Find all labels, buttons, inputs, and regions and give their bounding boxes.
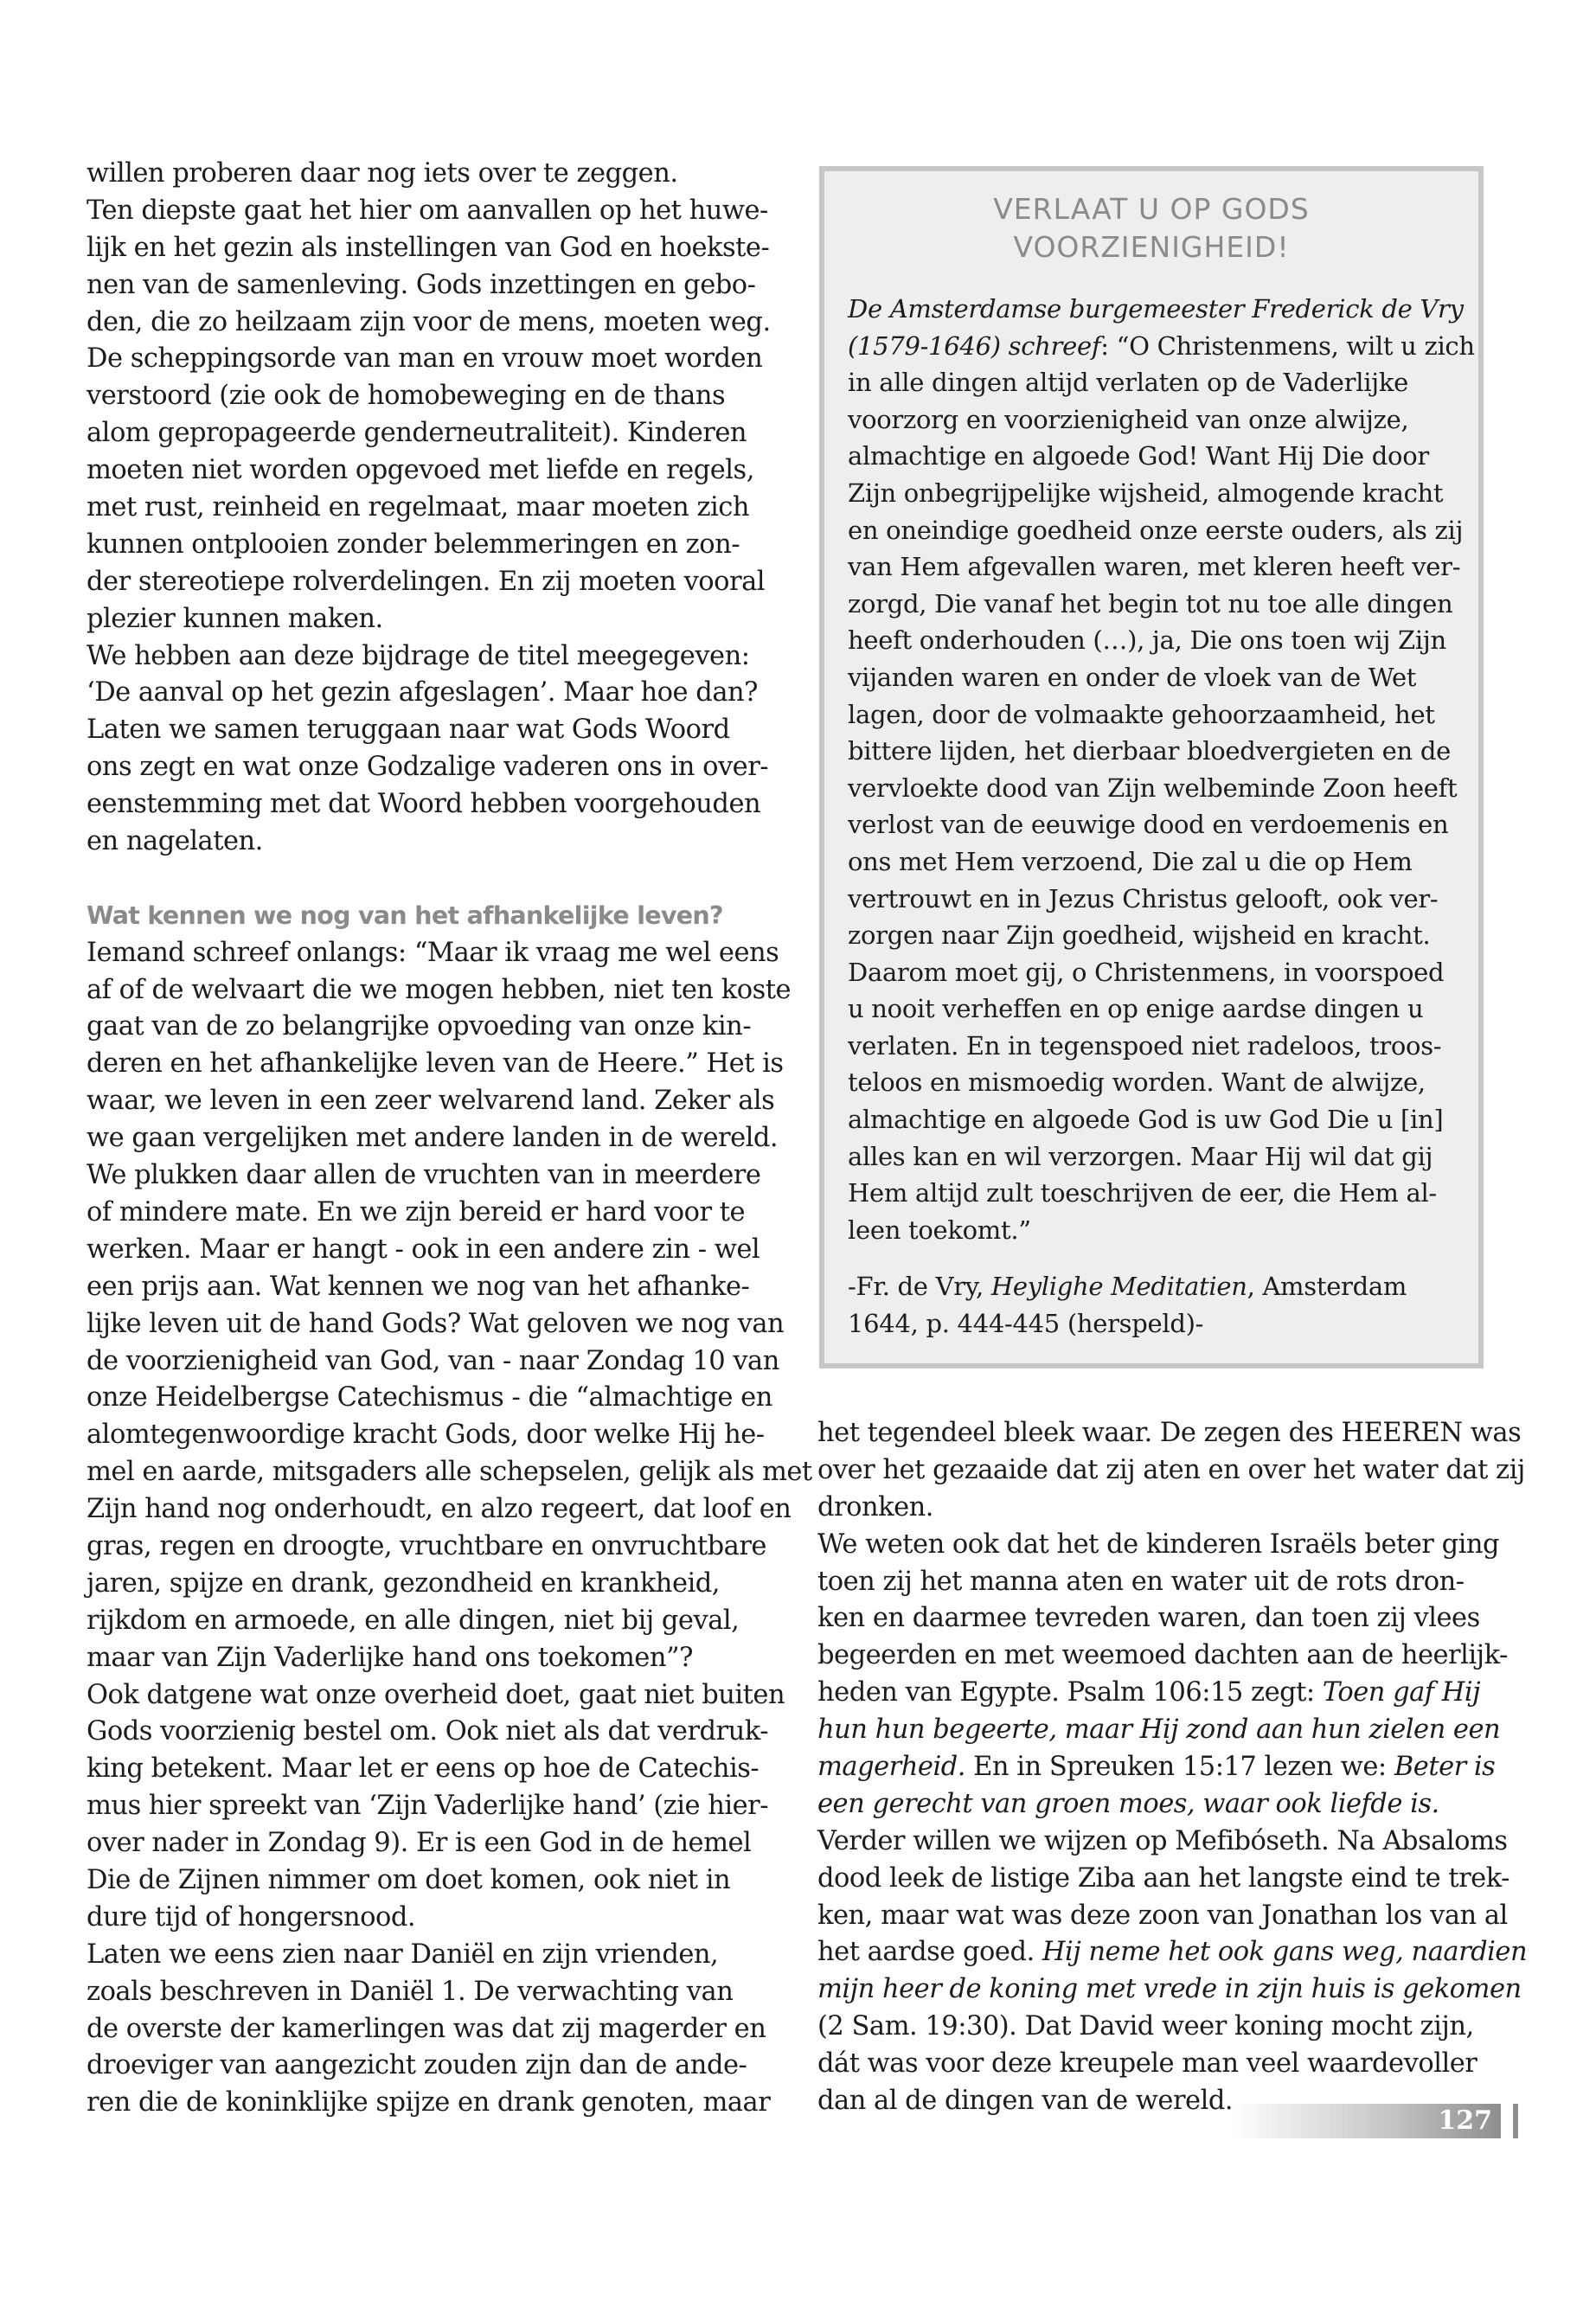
quote-intro-italic: De Amsterdamse burgemeester Frederick de Vry — [848, 294, 1464, 324]
paragraph — [87, 156, 761, 193]
quote-box — [819, 166, 1484, 1368]
text-line: zoals beschreven in Daniël 1. De verwachting van — [87, 1976, 734, 2007]
text-line: en oneindige goedheid onze eerste ouders, als zij — [848, 515, 1464, 545]
text-line: We weten ook dat het de kinderen Israëls beter ging — [817, 1529, 1500, 1560]
text-line: We hebben aan deze bijdrage de titel meegegeven: — [87, 640, 750, 671]
text-line: toen zij het manna aten en water uit de rots dron- — [817, 1566, 1465, 1597]
citation-author: -Fr. de Vry, — [848, 1272, 991, 1301]
right-paragraph-2 — [817, 1527, 1508, 1676]
quote-box-line — [848, 328, 1475, 365]
right-column — [817, 1415, 1528, 2120]
text-line: almachtige en algoede God is uw God Die u [in] — [848, 1105, 1444, 1135]
quote-citation — [848, 1268, 1471, 1342]
text-line: Zijn hand nog onderhoudt, en alzo regeert, dat loof en — [87, 1494, 792, 1525]
paragraph — [87, 638, 769, 861]
text-line: mel en aarde, mitsgaders alle schepselen, gelijk als met — [87, 1457, 812, 1488]
quote-intro-italic: (1579-1646) schreef — [848, 330, 1101, 361]
text-line: vertrouwt en in Jezus Christus gelooft, ook ver- — [848, 883, 1439, 913]
text-line: Daarom moet gij, o Christenmens, in voorspoed — [848, 957, 1445, 987]
text-line: bittere lijden, het dierbaar bloedvergieten en de — [848, 736, 1451, 766]
quote-intro-rest: : “O Christenmens, wilt u zich — [1100, 330, 1475, 361]
text-line: deren en het afhankelijke leven van de Heere.” Het is — [87, 1048, 784, 1080]
quote-span: Hij neme het ook gans weg, naardien — [1042, 1937, 1528, 1968]
text-line: De scheppingsorde van man en vrouw moet worden — [87, 343, 763, 375]
text-line: Gods voorzienig bestel om. Ook niet als dat verdruk- — [87, 1716, 769, 1747]
text-line: We plukken daar allen de vruchten van in meerdere — [87, 1160, 761, 1191]
right-paragraph-1 — [817, 1415, 1525, 1527]
text-line: voorzorg en voorzienigheid van onze alwijze, — [848, 404, 1409, 434]
text-line: verlost van de eeuwige dood en verdoemenis en — [848, 810, 1449, 840]
text-line: nen van de samenleving. Gods inzettingen en gebo- — [87, 269, 756, 300]
text-line: king betekent. Maar let er eens op hoe de Catechis- — [87, 1753, 760, 1785]
text-line: eenstemming met dat Woord hebben voorgehouden — [87, 789, 761, 820]
quote-span: Toen gaf Hij — [1322, 1677, 1481, 1708]
text-line: verstoord (zie ook de homobeweging en de thans — [87, 381, 726, 412]
text-line: den, die zo heilzaam zijn voor de mens, moeten weg. — [87, 306, 771, 337]
text-line: willen proberen daar nog iets over te zeggen. — [87, 158, 678, 189]
text-line: kunnen ontplooien zonder belemmeringen en zon- — [87, 529, 740, 560]
text-line: mus hier spreekt van ‘Zijn Vaderlijke hand’ (zie hier- — [87, 1791, 769, 1822]
text-line: vijanden waren en onder de vloek van de Wet — [848, 662, 1417, 692]
text-line: leen toekomt.” — [848, 1215, 1031, 1245]
text-line: dood leek de listige Ziba aan het langste eind te trek- — [817, 1862, 1509, 1894]
page-number: 127 — [1438, 2106, 1492, 2136]
text-line — [817, 1934, 1528, 1971]
text-line: een prijs aan. Wat kennen we nog van het afhanke- — [87, 1271, 750, 1302]
paragraph — [87, 1937, 771, 2122]
quote-box-lines — [848, 364, 1471, 1248]
text-line: droeviger van aangezicht zouden zijn dan de ande- — [87, 2050, 747, 2081]
text-line: dure tijd of hongersnood. — [87, 1901, 416, 1932]
text-line: lagen, door de volmaakte gehoorzaamheid, het — [848, 699, 1435, 729]
text-line: heeft onderhouden (…), ja, Die ons toen wij Zijn — [848, 625, 1446, 656]
text-line: rijkdom en armoede, en alle dingen, niet bij geval, — [87, 1605, 740, 1636]
text-line: onze Heidelbergse Catechismus - die “almachtige en — [87, 1382, 772, 1413]
text-line: de voorzienigheid van God, van - naar Zondag 10 van — [87, 1345, 779, 1376]
text-line: lijk en het gezin als instellingen van God en hoekste- — [87, 232, 770, 263]
text-line: af of de welvaart die we mogen hebben, niet ten koste — [87, 974, 792, 1005]
text-line — [817, 1675, 1490, 1712]
text-line: gras, regen en droogte, vruchtbare en onvruchtbare — [87, 1530, 766, 1561]
text-span: En in Spreuken 15:17 lezen we: — [965, 1752, 1394, 1783]
text-line: waar, we leven in een zeer welvarend land. Zeker als — [87, 1086, 775, 1117]
text-line: ken, maar wat was deze zoon van Jonathan los van al — [817, 1900, 1508, 1931]
text-line: hun hun begeerte, maar Hij zond aan hun zielen een — [817, 1715, 1501, 1746]
text-line: in alle dingen altijd verlaten op de Vaderlijke — [848, 368, 1409, 398]
text-line: de overste der kamerlingen was dat zij magerder en — [87, 2013, 766, 2044]
left-column-paragraphs-2 — [87, 935, 812, 2123]
text-line: en nagelaten. — [87, 826, 263, 857]
text-line: of mindere mate. En we zijn bereid er hard voor te — [87, 1196, 746, 1227]
section-heading: Wat kennen we nog van het afhankelijke leven? — [87, 901, 723, 930]
text-line: begeerden en met weemoed dachten aan de heerlijk- — [817, 1640, 1508, 1671]
text-line: met rust, reinheid en regelmaat, maar moeten zich — [87, 492, 750, 523]
text-line: ons met Hem verzoend, Die zal u die op Hem — [848, 846, 1413, 876]
text-line: van Hem afgevallen waren, met kleren heeft ver- — [848, 552, 1461, 582]
text-line: alles kan en wil verzorgen. Maar Hij wil dat gij — [848, 1141, 1433, 1171]
left-column — [87, 156, 812, 2122]
right-paragraph-3 — [817, 1823, 1509, 1935]
text-line: almachtige en algoede God! Want Hij Die door — [848, 441, 1429, 471]
text-line: alomtegenwoordige kracht Gods, door welke Hij he- — [87, 1420, 765, 1451]
citation-place: , Amsterdam — [1247, 1272, 1407, 1301]
text-line: der stereotiepe rolverdelingen. En zij moeten vooral — [87, 566, 766, 597]
text-line: ‘De aanval op het gezin afgeslagen’. Maar hoe dan? — [87, 677, 758, 708]
text-line: over het gezaaide dat zij aten en over het water dat zij — [817, 1454, 1525, 1485]
text-line: u nooit verheffen en op enige aardse dingen u — [848, 994, 1424, 1024]
text-line: Iemand schreef onlangs: “Maar ik vraag me wel eens — [87, 937, 779, 968]
quote-box-title-line: VOORZIENIGHEID! — [1013, 230, 1290, 264]
text-line: ren die de koninklijke spijze en drank genoten, maar — [87, 2087, 771, 2118]
text-line: Laten we eens zien naar Daniël en zijn vrienden, — [87, 1939, 719, 1970]
text-line: ken en daarmee tevreden waren, dan toen zij vlees — [817, 1603, 1480, 1634]
text-span: het aardse goed. — [817, 1937, 1042, 1968]
text-line: een gerecht van groen moes, waar ook liefde is. — [817, 1788, 1439, 1819]
text-line: het tegendeel bleek waar. De zegen des HEEREN was — [817, 1418, 1522, 1448]
text-line: (2 Sam. 19:30). Dat David weer koning mocht zijn, — [817, 2011, 1474, 2042]
text-line: over nader in Zondag 9). Er is een God in de hemel — [87, 1828, 752, 1859]
text-line: Die de Zijnen nimmer om doet komen, ook niet in — [87, 1864, 731, 1895]
text-line: lijke leven uit de hand Gods? Wat geloven we nog van — [87, 1308, 785, 1339]
citation-title: Heylighe Meditatien — [990, 1272, 1247, 1301]
text-line: mijn heer de koning met vrede in zijn huis is gekomen — [817, 1974, 1522, 2005]
text-line: dan al de dingen van de wereld. — [817, 2086, 1234, 2117]
text-line: maar van Zijn Vaderlijke hand ons toekomen”? — [87, 1642, 693, 1673]
quote-box-title-line: VERLAAT U OP GODS — [993, 192, 1310, 226]
text-line: jaren, spijze en drank, gezondheid en krankheid, — [87, 1567, 720, 1599]
text-line — [817, 1749, 1496, 1786]
quote-box-body — [848, 291, 1475, 1248]
text-line: we gaan vergelijken met andere landen in de wereld. — [87, 1123, 779, 1154]
text-line: verlaten. En in tegenspoed niet radeloos, troos- — [848, 1030, 1442, 1061]
quote-span: magerheid. — [817, 1752, 965, 1783]
text-line: Laten we samen teruggaan naar wat Gods Woord — [87, 715, 730, 746]
text-line: Ook datgene wat onze overheid doet, gaat niet buiten — [87, 1679, 785, 1710]
paragraph — [87, 1677, 785, 1937]
quote-box-line — [848, 291, 1471, 328]
left-column-paragraphs — [87, 156, 771, 861]
paragraph — [87, 935, 812, 1677]
text-line: alom gepropageerde genderneutraliteit). Kinderen — [87, 418, 747, 449]
text-line: werken. Maar er hangt - ook in een andere zin - wel — [87, 1234, 760, 1265]
text-line: moeten niet worden opgevoed met liefde en regels, — [87, 455, 754, 486]
text-line: zorgd, Die vanaf het begin tot nu toe alle dingen — [848, 588, 1453, 619]
text-line: vervloekte dood van Zijn welbeminde Zoon heeft — [848, 772, 1458, 803]
text-line: gaat van de zo belangrijke opvoeding van onze kin- — [87, 1011, 752, 1042]
text-line: dát was voor deze kreupele man veel waardevoller — [817, 2048, 1477, 2080]
paragraph — [87, 193, 771, 638]
text-line: Zijn onbegrijpelijke wijsheid, almogende kracht — [848, 478, 1444, 508]
quote-span: Beter is — [1394, 1752, 1496, 1783]
quote-citation-line — [848, 1268, 1471, 1305]
paragraph-gap — [87, 861, 761, 898]
text-line: Verder willen we wijzen op Mefibóseth. Na Absaloms — [817, 1825, 1508, 1856]
text-line: Ten diepste gaat het hier om aanvallen op het huwe- — [87, 195, 768, 226]
text-line: ons zegt en wat onze Godzalige vaderen ons in over- — [87, 752, 769, 783]
text-line: plezier kunnen maken. — [87, 603, 383, 634]
text-line: teloos en mismoedig worden. Want de alwijze, — [848, 1067, 1426, 1098]
text-line: dronken. — [817, 1491, 933, 1522]
page-number-tick — [1513, 2104, 1518, 2138]
quote-citation-line: 1644, p. 444-445 (herspeld)- — [848, 1308, 1204, 1338]
text-line: zorgen naar Zijn goedheid, wijsheid en kracht. — [848, 920, 1431, 951]
text-line: Hem altijd zult toeschrijven de eer, die Hem al- — [848, 1178, 1437, 1208]
text-span: heden van Egypte. Psalm 106:15 zegt: — [817, 1677, 1323, 1708]
quote-box-title — [824, 190, 1478, 266]
